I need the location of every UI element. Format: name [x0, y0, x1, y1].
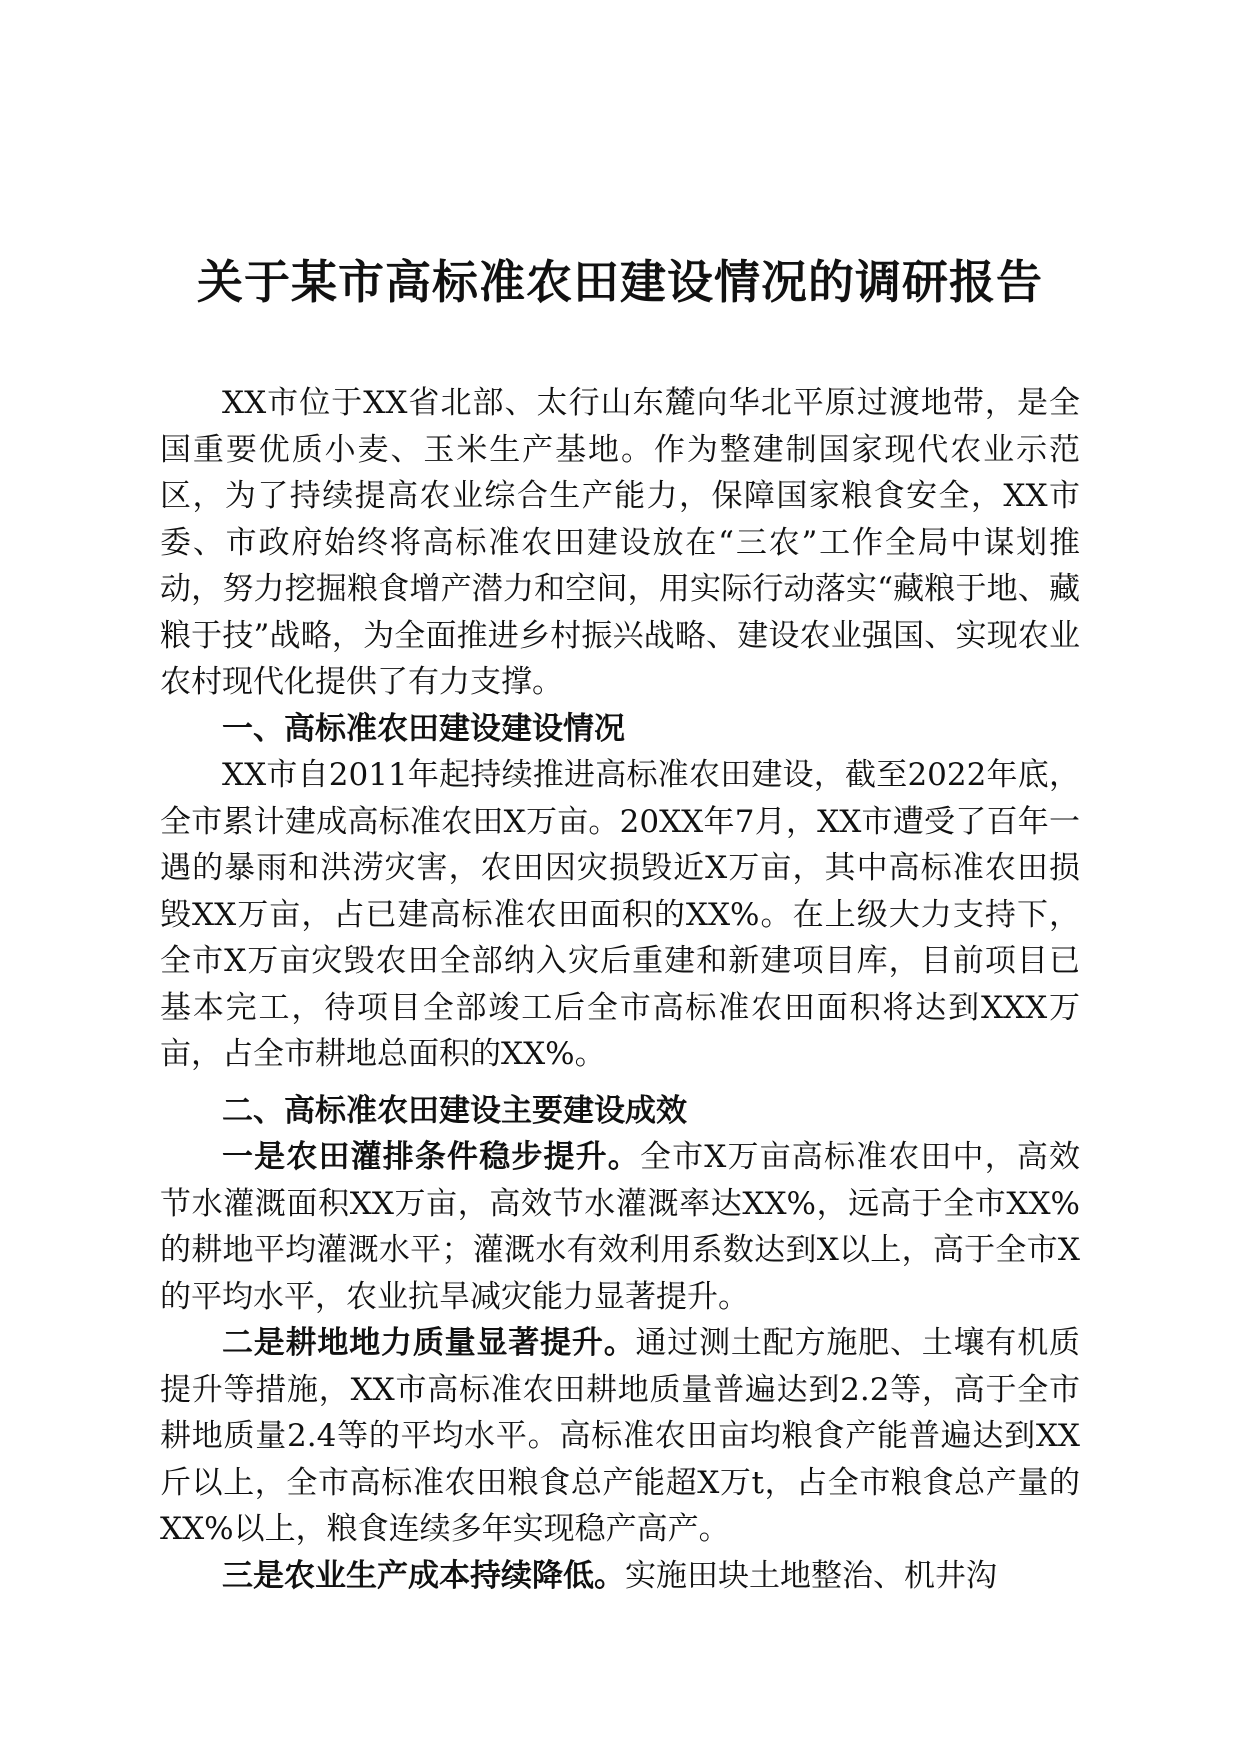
section-2-heading: 二、高标准农田建设主要建设成效: [222, 1092, 687, 1129]
intro-paragraph: XX市位于XX省北部、太行山东麓向华北平原过渡地带，是全国重要优质小麦、玉米生产基地。作为整建制国家现代农业示范区，为了持续提高农业综合生产能力，保障国家粮食安全，XX市委、市政府始终将高标准农田建设放在“三农”工作全局中谋划推动，努力挖掘粮食增产潜力和空间，用实际行动落实“藏粮于地、藏粮于技”战略，为全面推进乡村振兴战略、建设农业强国、实现农业农村现代化提供了有力支撑。: [160, 385, 1080, 700]
achievement-text-1: 全市X万亩高标准农田中，高效节水灌溉面积XX万亩，高效节水灌溉率达XX%，远高于全市XX%的耕地平均灌溉水平；灌溉水有效利用系数达到X以上，高于全市X的平均水平，农业抗旱减灾能力显著提升。: [160, 1139, 1080, 1315]
achievement-lead-2: 二是耕地地力质量显著提升。: [222, 1325, 636, 1361]
achievement-paragraph-3: [160, 1553, 1080, 1600]
section-1-paragraph: XX市自2011年起持续推进高标准农田建设，截至2022年底，全市累计建成高标准农田X万亩。20XX年7月，XX市遭受了百年一遇的暴雨和洪涝灾害，农田因灾损毁近X万亩，其中高标准农田损毁XX万亩，占已建高标准农田面积的XX%。在上级大力支持下，全市X万亩灾毁农田全部纳入灾后重建和新建项目库，目前项目已基本完工，待项目全部竣工后全市高标准农田面积将达到XXX万亩，占全市耕地总面积的XX%。: [160, 757, 1080, 1072]
document-body: [160, 380, 1080, 1599]
achievement-lead-3: 三是农业生产成本持续降低。: [222, 1557, 625, 1594]
achievement-paragraph-2: [160, 1320, 1080, 1553]
section-1-heading: 一、高标准农田建设建设情况: [222, 710, 625, 747]
achievement-paragraph-1: [160, 1134, 1080, 1320]
achievement-text-2: 通过测土配方施肥、土壤有机质提升等措施，XX市高标准农田耕地质量普遍达到2.2等，高于全市耕地质量2.4等的平均水平。高标准农田亩均粮食产能普遍达到XX斤以上，全市高标准农田粮食总产能超X万t，占全市粮食总产量的XX%以上，粮食连续多年实现稳产高产。: [160, 1325, 1080, 1547]
achievement-text-3: 实施田块土地整治、机井沟: [625, 1557, 997, 1594]
achievement-lead-1: 一是农田灌排条件稳步提升。: [222, 1139, 640, 1175]
document-title: 关于某市高标准农田建设情况的调研报告: [197, 255, 1043, 309]
